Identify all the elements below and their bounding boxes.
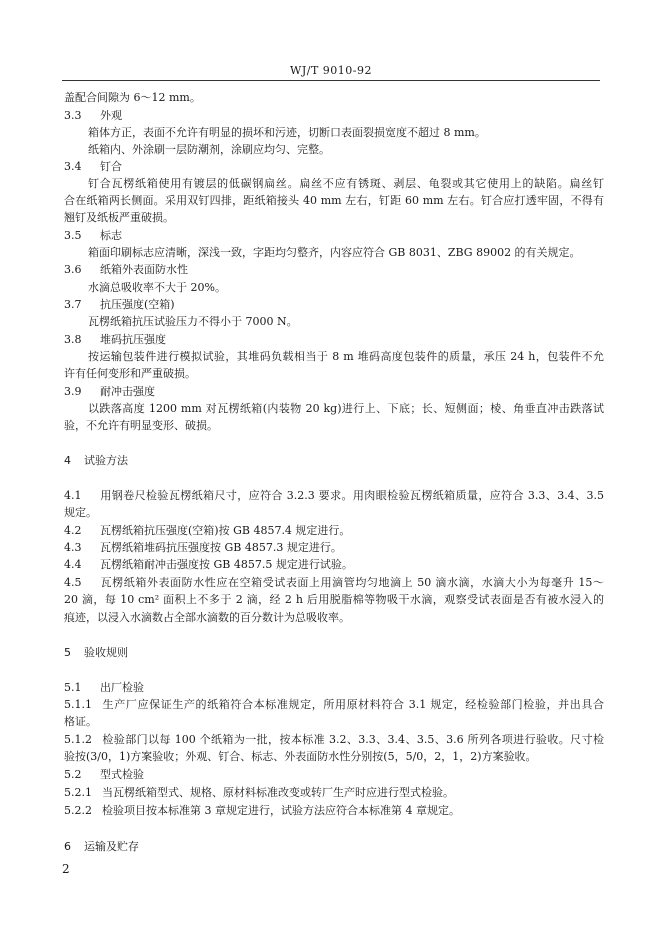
clause-number: 3.5 <box>64 229 82 242</box>
clause-number: 3.7 <box>64 298 82 311</box>
clause-number: 5.2 <box>64 768 82 781</box>
clause-number: 3.3 <box>64 109 82 122</box>
clause-4-2 <box>64 524 604 538</box>
clause-number: 4.3 <box>64 541 82 554</box>
clause-title: 外观 <box>100 109 122 122</box>
text-line: 合在纸箱两长侧面。采用双钉四排，距纸箱接头 40 mm 左右，钉距 60 mm 左右。钉合应打透牢固，不得有 <box>64 194 604 207</box>
section-number: 4 <box>64 454 71 467</box>
clause-number: 5.1.2 <box>64 733 92 746</box>
clause-number: 4.5 <box>64 576 82 589</box>
section-title: 试验方法 <box>84 454 128 467</box>
text-line: 箱体方正，表面不允许有明显的损坏和污迹，切断口表面裂损宽度不超过 8 mm。 <box>88 126 486 139</box>
clause-title: 钉合 <box>100 160 122 173</box>
clause-5-2-2 <box>64 804 604 818</box>
clause-3-7 <box>64 298 604 312</box>
section-title: 运输及贮存 <box>84 840 139 853</box>
clause-text: 检验部门以每 100 个纸箱为一批，按本标准 3.2、3.3、3.4、3.5、3.6 所列各项进行验收。尺寸检 <box>102 733 604 746</box>
clause-number: 5.1.1 <box>64 698 92 711</box>
text-line: 水滴总吸收率不大于 20%。 <box>88 281 226 294</box>
text-line: 规定。 <box>64 506 97 519</box>
clause-5-1-1 <box>64 698 604 712</box>
clause-text: 生产厂应保证生产的纸箱符合本标准规定，所用原材料符合 3.1 规定，经检验部门检验，并出具合 <box>102 698 604 711</box>
clause-title: 抗压强度(空箱) <box>100 298 175 311</box>
clause-number: 5.1 <box>64 681 82 694</box>
clause-text: 瓦楞纸箱耐冲击强度按 GB 4857.5 规定进行试验。 <box>100 558 353 571</box>
clause-3-9 <box>64 385 604 399</box>
clause-4-4 <box>64 558 604 572</box>
clause-number: 5.2.1 <box>64 786 92 799</box>
clause-number: 4.2 <box>64 524 82 537</box>
clause-title: 耐冲击强度 <box>100 385 155 398</box>
clause-4-5 <box>64 576 604 590</box>
section-5-heading <box>64 646 604 660</box>
text-line: 按运输包装件进行模拟试验，其堆码负载相当于 8 m 堆码高度包装件的质量，承压 24 h，包装件不允 <box>88 350 604 363</box>
clause-title: 出厂检验 <box>100 681 144 694</box>
clause-title: 标志 <box>100 229 122 242</box>
text-line: 20 滴，每 10 cm² 面积上不多于 2 滴，经 2 h 后用脱脂棉等物吸干水滴，观察受试表面是否有被水浸入的 <box>64 593 604 606</box>
text-line: 盖配合间隙为 6～12 mm。 <box>64 91 201 104</box>
clause-title: 型式检验 <box>100 768 144 781</box>
page-number: 2 <box>62 862 70 876</box>
text-line: 以跌落高度 1200 mm 对瓦楞纸箱(内装物 20 kg)进行上、下底；长、短侧面；棱、角垂直冲击跌落试 <box>88 402 604 415</box>
clause-number: 3.6 <box>64 263 82 276</box>
section-6-heading <box>64 840 604 854</box>
clause-title: 堆码抗压强度 <box>100 333 166 346</box>
text-line: 痕迹，以浸入水滴数占全部水滴数的百分数计为总吸收率。 <box>64 611 350 624</box>
clause-text: 瓦楞纸箱外表面防水性应在空箱受试表面上用滴管均匀地滴上 50 滴水滴，水滴大小为每毫升 15～ <box>100 576 604 589</box>
clause-number: 3.4 <box>64 160 82 173</box>
clause-3-3 <box>64 109 604 123</box>
text-line: 钉合瓦楞纸箱使用有镀层的低碳钢扁丝。扁丝不应有锈斑、剥层、龟裂或其它使用上的缺陷。扁丝钉 <box>88 177 604 190</box>
text-line: 纸箱内、外涂刷一层防潮剂，涂刷应均匀、完整。 <box>88 143 330 156</box>
clause-5-2-1 <box>64 786 604 800</box>
clause-text: 当瓦楞纸箱型式、规格、原材料标准改变或转厂生产时应进行型式检验。 <box>102 786 454 799</box>
clause-5-2 <box>64 768 604 782</box>
clause-text: 瓦楞纸箱抗压强度(空箱)按 GB 4857.4 规定进行。 <box>100 524 351 537</box>
text-line: 格证。 <box>64 715 97 728</box>
section-title: 验收规则 <box>84 646 128 659</box>
clause-text: 瓦楞纸箱堆码抗压强度按 GB 4857.3 规定进行。 <box>100 541 342 554</box>
page-header: WJ/T 9010-92 <box>290 64 372 77</box>
section-number: 5 <box>64 646 71 659</box>
header-rule <box>62 80 600 81</box>
clause-4-1 <box>64 489 604 503</box>
text-line: 瓦楞纸箱抗压试验压力不得小于 7000 N。 <box>88 315 298 328</box>
clause-text: 检验项目按本标准第 3 章规定进行，试验方法应符合本标准第 4 章规定。 <box>102 804 460 817</box>
clause-number: 4.1 <box>64 489 82 502</box>
clause-3-6 <box>64 263 604 277</box>
clause-3-4 <box>64 160 604 174</box>
clause-5-1-2 <box>64 733 604 747</box>
clause-4-3 <box>64 541 604 555</box>
clause-text: 用钢卷尺检验瓦楞纸箱尺寸，应符合 3.2.3 要求。用肉眼检验瓦楞纸箱质量，应符合 3.3、3.4、3.5 <box>100 489 604 502</box>
text-line: 箱面印刷标志应清晰，深浅一致，字距均匀整齐，内容应符合 GB 8031、ZBG 89002 的有关规定。 <box>88 246 581 259</box>
clause-3-8 <box>64 333 604 347</box>
clause-number: 3.9 <box>64 385 82 398</box>
text-line: 翘钉及纸板严重破损。 <box>64 211 174 224</box>
clause-number: 4.4 <box>64 558 82 571</box>
clause-5-1 <box>64 681 604 695</box>
text-line: 许有任何变形和严重破损。 <box>64 367 196 380</box>
clause-3-5 <box>64 229 604 243</box>
clause-title: 纸箱外表面防水性 <box>100 263 188 276</box>
text-line: 验按(3/0，1)方案验收；外观、钉合、标志、外表面防水性分别按(5，5/0，2，1，2)方案验收。 <box>64 750 537 763</box>
clause-number: 3.8 <box>64 333 82 346</box>
text-line: 验，不允许有明显变形、破损。 <box>64 419 218 432</box>
section-4-heading <box>64 454 604 468</box>
clause-number: 5.2.2 <box>64 804 92 817</box>
section-number: 6 <box>64 840 71 853</box>
